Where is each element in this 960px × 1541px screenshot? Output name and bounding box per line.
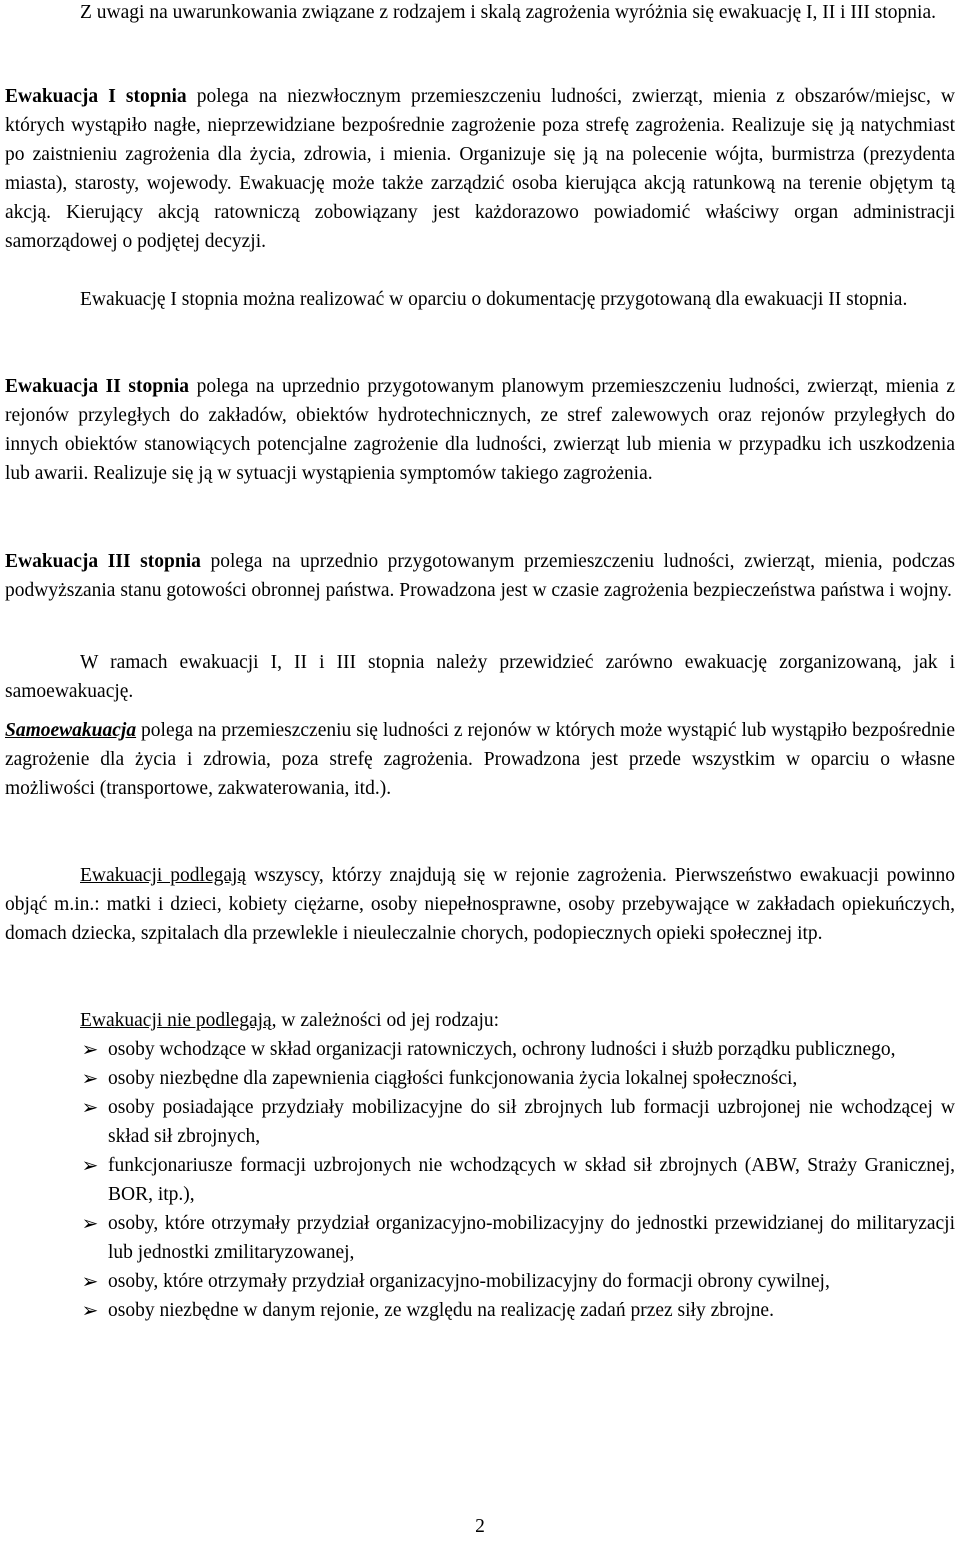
list-item-text: osoby niezbędne w danym rejonie, ze względu na realizację zadań przez siły zbrojne. [108, 1300, 774, 1321]
paragraph-self-evacuation [5, 716, 955, 803]
term-subject-to-evacuation: Ewakuacji podlegają [80, 865, 247, 886]
list-item-text: osoby, które otrzymały przydział organizacyjno-mobilizacyjny do formacji obrony cywilnej, [108, 1271, 830, 1292]
list-item-text: osoby wchodzące w skład organizacji ratowniczych, ochrony ludności i służb porządku publicznego, [108, 1039, 896, 1060]
page-number: 2 [475, 1516, 485, 1537]
arrowhead-bullet-icon: ➢ [81, 1153, 99, 1177]
paragraph-evacuation-level-1 [5, 82, 955, 256]
arrowhead-bullet-icon: ➢ [81, 1037, 99, 1061]
arrowhead-bullet-icon: ➢ [81, 1298, 99, 1322]
paragraph-subject-to-evacuation [5, 861, 955, 948]
list-item [5, 1209, 955, 1267]
term-evacuation-level-2: Ewakuacja II stopnia [5, 376, 190, 397]
paragraph-text: wszyscy, którzy znajdują się w rejonie zagrożenia. Pierwszeństwo ewakuacji powinno objąć m.in.: matki i dzieci, kobiety ciężarne, osoby niepełnosprawne, osoby przebywające w zakładach opiekuńczych, domach dziecka, szpitalach dla przewlekle i nieuleczalnie chorych, podopiecznych opieki społecznej itp. [5, 865, 955, 944]
paragraph-evacuation-level-3 [5, 547, 955, 605]
term-evacuation-level-3: Ewakuacja III stopnia [5, 551, 201, 572]
list-item [5, 1267, 955, 1296]
term-not-subject-to-evacuation: Ewakuacji nie podlegają, [80, 1010, 277, 1031]
list-item [5, 1296, 955, 1325]
list-item-text: osoby, które otrzymały przydział organizacyjno-mobilizacyjny do jednostki przewidzianej do militaryzacji lub jednostki zmilitaryzowanej, [108, 1213, 955, 1263]
paragraph-evacuation-level-1-docs: Ewakuację I stopnia można realizować w oparciu o dokumentację przygotowaną dla ewakuacji II stopnia. [80, 289, 908, 310]
list-item [5, 1151, 955, 1209]
exemption-list [5, 1035, 955, 1325]
paragraph-evacuation-level-2 [5, 372, 955, 488]
paragraph-text: w zależności od jej rodzaju: [276, 1010, 500, 1031]
paragraph-text: polega na uprzednio przygotowanym planowym przemieszczeniu ludności, zwierząt, mienia z rejonów przyległych do zakładów, obiektów hydrotechnicznych, ze stref zalewowych oraz rejonów przyległych do innych obiektów stanowiących potencjalne zagrożenie dla ludności, zwierząt lub mienia w przypadku ich uszkodzenia lub awarii. Realizuje się ją w sytuacji wystąpienia symptomów takiego zagrożenia. [5, 376, 955, 484]
paragraph-text: polega na niezwłocznym przemieszczeniu ludności, zwierząt, mienia z obszarów/miejsc, w których wystąpiło nagłe, nieprzewidziane bezpośrednie zagrożenie poza strefę zagrożenia. Realizuje się ją natychmiast po zaistnieniu zagrożenia dla życia, zdrowia, i mienia. Organizuje się ją na polecenie wójta, burmistrza (prezydenta miasta), starosty, wojewody. Ewakuację może także zarządzić osoba kierująca akcją ratunkową na terenie objętym tą akcją. Kierujący akcją ratowniczą zobowiązany jest każdorazowo powiadomić właściwy organ administracji samorządowej o podjętej decyzji. [5, 86, 955, 252]
list-item [5, 1093, 955, 1151]
arrowhead-bullet-icon: ➢ [81, 1066, 99, 1090]
arrowhead-bullet-icon: ➢ [81, 1095, 99, 1119]
paragraph-intro: Z uwagi na uwarunkowania związane z rodzajem i skalą zagrożenia wyróżnia się ewakuację I, II i III stopnia. [80, 2, 936, 23]
term-self-evacuation: Samoewakuacja [5, 720, 137, 741]
list-item-text: osoby posiadające przydziały mobilizacyjne do sił zbrojnych lub formacji uzbrojonej nie wchodzącej w skład sił zbrojnych, [108, 1097, 955, 1147]
list-item-text: funkcjonariusze formacji uzbrojonych nie wchodzących w skład sił zbrojnych (ABW, Straży Granicznej, BOR, itp.), [108, 1155, 955, 1205]
arrowhead-bullet-icon: ➢ [81, 1211, 99, 1235]
arrowhead-bullet-icon: ➢ [81, 1269, 99, 1293]
paragraph-text: polega na przemieszczeniu się ludności z rejonów w których może wystąpić lub wystąpiło bezpośrednie zagrożenie dla życia i zdrowia, poza strefę zagrożenia. Prowadzona jest przede wszystkim w oparciu o własne możliwości (transportowe, zakwaterowania, itd.). [5, 720, 955, 799]
term-evacuation-level-1: Ewakuacja I stopnia [5, 86, 187, 107]
list-item [5, 1035, 955, 1064]
paragraph-text: polega na uprzednio przygotowanym przemieszczeniu ludności, zwierząt, mienia, podczas podwyższania stanu gotowości obronnej państwa. Prowadzona jest w czasie zagrożenia bezpieczeństwa państwa i wojny. [5, 551, 955, 601]
paragraph-not-subject-to-evacuation [5, 1006, 955, 1035]
list-item [5, 1064, 955, 1093]
list-item-text: osoby niezbędne dla zapewnienia ciągłości funkcjonowania życia lokalnej społeczności, [108, 1068, 798, 1089]
paragraph-organized-and-self: W ramach ewakuacji I, II i III stopnia należy przewidzieć zarówno ewakuację zorganizowaną, jak i samoewakuację. [5, 652, 955, 702]
